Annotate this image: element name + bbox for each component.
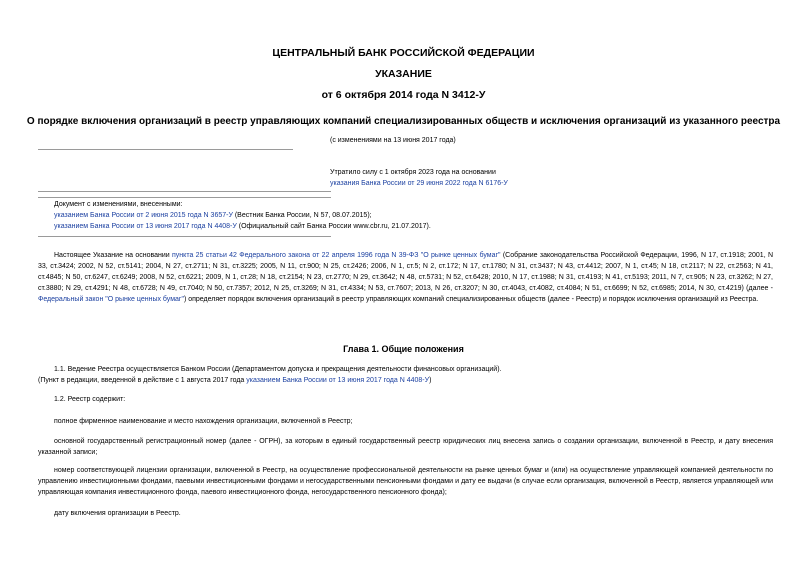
chapter-heading: Глава 1. Общие положения — [343, 344, 464, 354]
change-item: указанием Банка России от 2 июня 2015 года N 3657-У (Вестник Банка России, N 57, 08.07.2015); — [54, 212, 372, 219]
issuer-heading: ЦЕНТРАЛЬНЫЙ БАНК РОССИЙСКОЙ ФЕДЕРАЦИИ — [272, 47, 535, 59]
amendment-note: (с изменениями на 13 июня 2017 года) — [330, 137, 456, 144]
document-type: УКАЗАНИЕ — [375, 68, 432, 80]
clause-1-1: 1.1. Ведение Реестра осуществляется Банком России (Департаментом допуска и прекращения деятельности финансовых организаций). (Пункт в редакции, введенной в действие с 1 августа 2017 года указанием Банка России от 13 июня 2017 года N 4408-У) — [38, 366, 502, 384]
list-item: основной государственный регистрационный номер (далее - ОГРН), за которым в единый государственный реестр юридических лиц внесена запись о создании организации, включенной в Реестр, и дату внесения указанной записи; — [38, 438, 773, 456]
divider — [38, 236, 331, 237]
list-item: дату включения организации в Реестр. — [54, 510, 181, 517]
law-link[interactable]: пункта 25 статьи 42 Федерального закона от 22 апреля 1996 года N 39-ФЗ "О рынке ценных бумаг" — [172, 252, 501, 259]
edition-note: (Пункт в редакции, введенной в действие с 1 августа 2017 года указанием Банка России от 13 июня 2017 года N 4408-У) — [38, 377, 432, 384]
change-item: указанием Банка России от 13 июня 2017 года N 4408-У (Официальный сайт Банка России www.cbr.ru, 21.07.2017). — [54, 223, 431, 230]
list-item: номер соответствующей лицензии организации, включенной в Реестр, на осуществление профессиональной деятельности на рынке ценных бумаг и (или) на осуществление управляющей компанией деятельности по управлению инвестиционными фондами, паевыми инвестиционными фондами и негосударственными пенсионными фондами и дату ее выдачи (в случае если организация, включенной в Реестр, является управляющей или управляющая компания инвестиционного фонда, паевого инвестиционного фонда, негосударственного пенсионного фонда); — [38, 467, 773, 496]
change-link-2[interactable]: указанием Банка России от 13 июня 2017 года N 4408-У — [54, 223, 237, 230]
preamble-paragraph: Настоящее Указание на основании пункта 25 статьи 42 Федерального закона от 22 апреля 1996 года N 39-ФЗ "О рынке ценных бумаг" (Собрание законодательства Российской Федерации, 1996, N 17, ст.1918; 2001, N 33, ст.3424; 2002, N 52, ст.5141; 2004, N 27, ст.2711; N 31, ст.3225; 2005, N 11, ст.900; N 25, ст.2426; 2006, N 1, ст.5; N 2, ст.172; N 17, ст.1780; N 31, ст.3437; N 43, ст.4412; 2007, N 1, ст.45; N 18, ст.2117; N 22, ст.2563; N 41, ст.4845; N 50, ст.6247, ст.6249; 2008, N 52, ст.6221; 2009, N 1, ст.28; N 18, ст.2154; N 23, ст.2770; N 29, ст.3642; N 48, ст.5731; N 52, ст.6428; 2010, N 17, ст.1988; N 31, ст.4193; N 41, ст.5193; 2011, N 7, ст.905; N 23, ст.3262; N 27, ст.3880; N 29, ст.4291; N 48, ст.6728; N 49, ст.7040; N 50, ст.7357; 2012, N 25, ст.3269; N 31, ст.4334; N 53, ст.7607; 2013, N 26, ст.3207; N 30, ст.4043, ст.4082, ст.4084; N 51, ст.6699; N 52, ст.6985; 2014, N 30, ст.4219) (далее - Федеральный закон "О рынке ценных бумаг") определяет порядок включения организаций в реестр управляющих компаний специализированных обществ (далее - Реестр) и порядок исключения организаций из Реестра. — [38, 252, 774, 303]
changes-heading: Документ с изменениями, внесенными: — [54, 201, 183, 208]
divider — [38, 149, 293, 150]
list-item: полное фирменное наименование и место нахождения организации, включенной в Реестр; — [54, 418, 353, 425]
document-title: О порядке включения организаций в реестр управляющих компаний специализированных обществ и исключения организаций из указанного реестра — [26, 116, 781, 127]
document-date: от 6 октября 2014 года N 3412-У — [321, 89, 486, 101]
status-text: Утратило силу с 1 октября 2023 года на основании — [330, 169, 496, 176]
clause-1-2: 1.2. Реестр содержит: — [54, 396, 126, 403]
divider — [38, 197, 331, 198]
edition-link[interactable]: указанием Банка России от 13 июня 2017 года N 4408-У — [246, 377, 430, 384]
repeal-link[interactable]: указания Банка России от 29 июня 2022 года N 6176-У — [330, 180, 508, 187]
changes-block — [54, 199, 431, 232]
law-short-link[interactable]: Федеральный закон "О рынке ценных бумаг" — [38, 296, 184, 303]
divider — [38, 191, 331, 192]
status-note — [330, 167, 508, 189]
change-link-1[interactable]: указанием Банка России от 2 июня 2015 года N 3657-У — [54, 212, 233, 219]
